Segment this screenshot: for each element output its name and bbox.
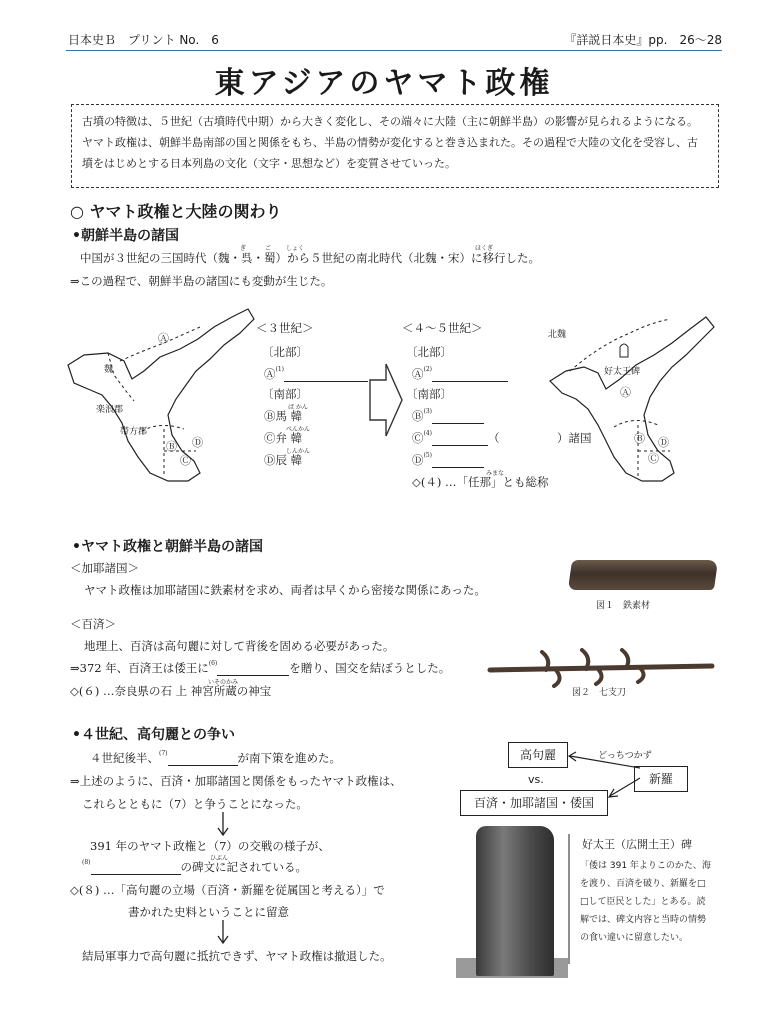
intro-box: 古墳の特徴は、５世紀（古墳時代中期）から大きく変化し、その端々に大陸（主に朝鮮半島）の影響が見られるようになる。ヤマト政権は、朝鮮半島南部の国と関係をもち、半島の情勢が変化すると巻き込まれた。その過程で大陸の文化を受容し、古墳をはじめとする日本列島の文化（文字・思想など）を変質させていった。: [71, 104, 719, 188]
header-divider: [66, 50, 722, 51]
c3-b-text: Ⓑ馬 韓: [264, 409, 303, 423]
c45-c-after: （ ）諸国: [488, 431, 592, 445]
section1-sub-heading: •朝鮮半島の諸国: [72, 228, 179, 244]
c3-b-ruby: ば かん: [288, 404, 308, 411]
s3-line1: [90, 750, 341, 766]
map2-label-d: Ⓓ: [658, 436, 669, 449]
c3-a-sup: (1): [275, 366, 284, 373]
korea-map-4-5th-century: [540, 305, 720, 495]
neutral-label: どっちつかず: [598, 751, 652, 761]
stele-photo: [476, 826, 554, 976]
s3-line5-blank[interactable]: [91, 863, 181, 875]
baekje-sup: (6): [208, 660, 218, 667]
baekje-blank[interactable]: [217, 664, 289, 676]
map2-label-c: Ⓒ: [648, 452, 659, 465]
map1-label-c: Ⓒ: [180, 454, 191, 467]
ruby-shoku: しょく: [286, 245, 305, 252]
baekje-text3: ◇(６) …奈良県の石 上 神宮所蔵の神宝: [70, 684, 272, 698]
ruby-gi: ぎ: [240, 245, 247, 252]
c45-d-circle: Ⓓ: [412, 453, 424, 467]
s3-line5b: の碑文に記されている。: [180, 860, 307, 874]
c45-d-blank[interactable]: [432, 456, 484, 468]
s3-line1b: が南下策を進めた。: [237, 751, 341, 765]
stele-caption-title: 好太王（広開土王）碑: [582, 838, 692, 851]
section1-line2: ⇒この過程で、朝鮮半島の諸国にも変動が生じた。: [70, 274, 333, 288]
section1-line1: 中国が３世紀の三国時代（魏・呉・蜀）から５世紀の南北時代（北魏・宋）に移行した。: [80, 251, 540, 265]
section1-heading: ○ ヤマト政権と大陸の関わり: [70, 202, 282, 221]
c45-d-row: [412, 452, 484, 468]
map1-label-b: Ⓑ: [166, 440, 177, 453]
page-title: 東アジアのヤマト政権: [214, 66, 554, 101]
s3-line6: ◇(８) …「高句麗の立場（百済・新羅を従属国と考える）」で: [70, 883, 385, 897]
c3-d-text: Ⓓ辰 韓: [264, 453, 303, 467]
c3-c-ruby: べんかん: [286, 426, 311, 433]
c3-c-text: Ⓒ弁 韓: [264, 431, 303, 445]
c45-c-circle: Ⓒ: [412, 431, 424, 445]
s3-line7: 書かれた史料ということに留意: [128, 905, 289, 919]
map2-label-beiwei: 北魏: [548, 330, 567, 340]
seven-branched-sword: [486, 646, 718, 688]
ruby-go: ご: [265, 245, 272, 252]
gaya-text: ヤマト政権は加耶諸国に鉄素材を求め、両者は早くから密接な関係にあった。: [84, 583, 486, 597]
c3-north: 〔北部〕: [262, 345, 308, 359]
s3-line1a: ４世紀後半、: [90, 751, 159, 765]
stele-caption-line5: の食い違いに留意したい。: [580, 933, 689, 943]
c45-north: 〔北部〕: [406, 345, 452, 359]
ruby-hokugi: ほくぎ: [475, 245, 494, 252]
section2-heading: •ヤマト政権と朝鮮半島の諸国: [72, 539, 263, 555]
map1-label-wei: 魏: [104, 365, 114, 375]
c45-b-circle: Ⓑ: [412, 409, 424, 423]
isonokami-ruby: いそのかみ: [208, 679, 239, 686]
map2-label-stele: 好太王碑: [604, 367, 641, 377]
map1-label-lelang: 楽浪郡: [96, 405, 124, 415]
c3-heading: ＜３世紀＞: [256, 321, 314, 335]
stele-caption-line1: 「倭は 391 年よりこのかた、海: [580, 861, 711, 871]
baekje-text1: 地理上、百済は高句麗に対して背後を固める必要があった。: [84, 639, 395, 653]
map2-label-b: Ⓑ: [634, 432, 645, 445]
stele-caption-line3: □して臣民とした」とある。読: [580, 897, 706, 907]
iron-material-photo: [568, 560, 718, 590]
s3-line1-sup: (7): [159, 750, 168, 757]
transition-arrow: [366, 360, 406, 440]
c3-a-circle: Ⓐ: [264, 367, 276, 381]
s3-line4: 391 年のヤマト政権と（7）の交戦の様子が、: [90, 839, 330, 853]
c3-a-row: [264, 366, 368, 382]
c45-b-row: [412, 408, 484, 424]
baekje-text2: [70, 660, 450, 676]
map1-label-daifang: 帯方郡: [120, 427, 148, 437]
s3-line8: 結局軍事力で高句麗に抵抗できず、ヤマト政権は撤退した。: [82, 949, 392, 963]
allies-box: 百済・加耶諸国・倭国: [460, 790, 608, 816]
diagram-arrows: [566, 744, 646, 804]
gaya-heading: ＜加耶諸国＞: [70, 561, 139, 575]
c45-b-blank[interactable]: [432, 412, 484, 424]
map2-coast: [550, 317, 714, 481]
c45-a-blank[interactable]: [432, 370, 508, 382]
s3-line3: これらとともに（7）と争うことになった。: [82, 797, 308, 811]
c3-a-blank[interactable]: [284, 370, 368, 382]
c45-heading: ＜４～５世紀＞: [402, 321, 483, 335]
map1-label-a: Ⓐ: [158, 332, 169, 345]
stele-caption-line2: を渡り、百済を破り、新羅を□: [580, 879, 706, 889]
baekje-heading: ＜百済＞: [70, 617, 116, 631]
down-arrow-2: [216, 920, 230, 946]
c45-b-sup: (3): [423, 408, 432, 415]
c45-south: 〔南部〕: [406, 387, 452, 401]
c45-c-blank[interactable]: [432, 434, 488, 446]
s3-line5-sup: (8): [82, 859, 91, 866]
vs-label: vs.: [528, 773, 544, 786]
down-arrow-1: [216, 812, 230, 838]
fig2-caption: 図２ 七支刀: [572, 688, 627, 698]
stele-caption-line4: 解では、碑文内容と当時の情勢: [580, 915, 707, 925]
s3-line5: [82, 859, 307, 875]
fig1-caption: 図１ 鉄素材: [596, 601, 651, 611]
hibun-ruby: ひぶん: [210, 855, 229, 862]
s3-line2: ⇒上述のように、百済・加耶諸国と関係をもったヤマト政権は、: [70, 774, 402, 788]
c45-a-sup: (2): [423, 366, 432, 373]
s3-line1-blank[interactable]: [168, 754, 238, 766]
c45-a-circle: Ⓐ: [412, 367, 424, 381]
c45-a-row: [412, 366, 508, 382]
section3-heading: •４世紀、高句麗との争い: [72, 727, 235, 743]
c3-d-ruby: しんかん: [286, 448, 311, 455]
baekje-text2b: を贈り、国交を結ぼうとした。: [289, 661, 451, 675]
baekje-text2a: ⇒372 年、百済王は倭王に: [70, 661, 209, 675]
map1-label-d: Ⓓ: [192, 436, 203, 449]
c3-south: 〔南部〕: [262, 387, 308, 401]
header-left: 日本史Ｂ プリント No. 6: [68, 33, 219, 47]
c45-c-sup: (4): [423, 430, 432, 437]
map2-stele-mark: [620, 344, 628, 357]
map2-label-a: Ⓐ: [620, 386, 631, 399]
c45-mimana-ruby: みまな: [486, 470, 505, 477]
c45-note: ◇(４) …「任那」とも総称: [412, 475, 549, 489]
header-right: 『詳説日本史』pp. 26～28: [564, 33, 722, 47]
c45-d-sup: (5): [423, 452, 432, 459]
silla-box: 新羅: [634, 766, 688, 792]
goguryeo-box: 高句麗: [508, 742, 568, 768]
caption-divider: [566, 834, 572, 964]
